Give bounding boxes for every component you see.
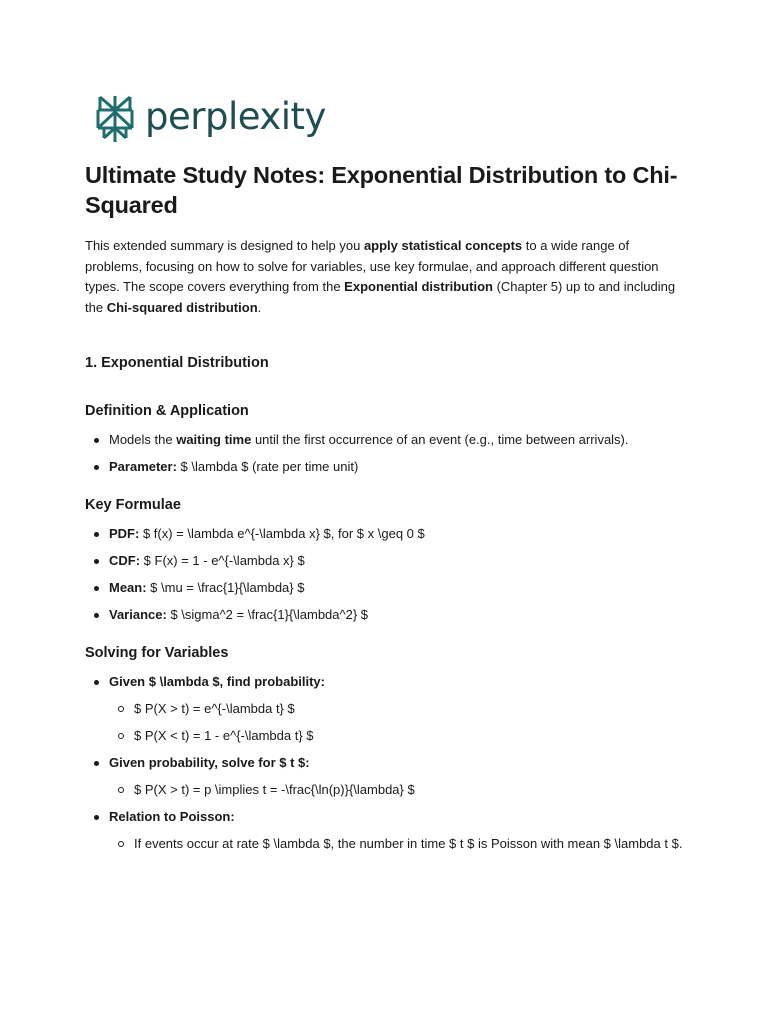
intro-bold: Exponential distribution — [344, 279, 493, 294]
intro-text: to a wide range of problems, focusing on how to solve for variables, use key formulae, and approach different question types. The scope covers everything from the — [85, 238, 659, 294]
brand-logo — [94, 94, 326, 144]
document-body — [85, 160, 685, 862]
item-text: $ \lambda $ (rate per time unit) — [176, 459, 359, 474]
intro-paragraph — [85, 236, 685, 318]
intro-text: This extended summary is designed to help you — [85, 238, 364, 253]
item-bold: Relation to Poisson: — [109, 809, 235, 824]
item-text: $ f(x) = \lambda e^{-\lambda x} $, for $ x \geq 0 $ — [139, 526, 425, 541]
page-title: Ultimate Study Notes: Exponential Distribution to Chi-Squared — [85, 162, 678, 218]
sub-list-item: $ P(X < t) = 1 - e^{-\lambda t} $ — [109, 727, 685, 745]
item-text: $ F(x) = 1 - e^{-\lambda x} $ — [140, 553, 305, 568]
list-item — [85, 606, 685, 624]
sub-list — [109, 700, 685, 745]
subsection-heading-solving: Solving for Variables — [85, 645, 229, 661]
item-bold: Given probability, solve for $ t $: — [109, 755, 310, 770]
item-text: $ \mu = \frac{1}{\lambda} $ — [146, 580, 305, 595]
intro-bold: apply statistical concepts — [363, 238, 523, 253]
sub-list-item: If events occur at rate $ \lambda $, the number in time $ t $ is Poisson with mean $ \lambda t $. — [109, 835, 685, 853]
sub-list-item: $ P(X > t) = e^{-\lambda t} $ — [109, 700, 685, 718]
subsection-heading-formulae: Key Formulae — [85, 497, 181, 513]
item-bold: Mean: — [109, 580, 147, 595]
item-text: Models the — [109, 432, 177, 447]
solving-list — [85, 673, 685, 853]
intro-text: . — [257, 299, 262, 315]
item-bold: Variance: — [109, 607, 167, 622]
item-bold: PDF: — [109, 526, 140, 541]
sub-list-item: $ P(X > t) = p \implies t = -\frac{\ln(p)}{\lambda} $ — [109, 781, 685, 799]
list-item — [85, 552, 685, 570]
brand-name: perplexity — [145, 94, 326, 138]
item-text: $ \sigma^2 = \frac{1}{\lambda^2} $ — [166, 607, 369, 622]
definition-list — [85, 431, 685, 476]
intro-text: (Chapter 5) up to and including the — [85, 279, 676, 315]
item-text: until the first occurrence of an event (e.g., time between arrivals). — [251, 432, 629, 447]
intro-bold: Chi-squared distribution — [106, 299, 258, 315]
list-item — [85, 431, 685, 449]
item-bold: CDF: — [109, 553, 141, 568]
list-item — [85, 458, 685, 476]
item-bold: waiting time — [176, 432, 252, 447]
list-item — [85, 579, 685, 597]
item-bold: Parameter: — [109, 459, 177, 474]
item-bold: Given $ \lambda $, find probability: — [109, 674, 325, 689]
list-item — [85, 808, 685, 853]
sub-list — [109, 781, 685, 799]
list-item — [85, 673, 685, 745]
subsection-heading-definition: Definition & Application — [85, 403, 249, 419]
section-heading: 1. Exponential Distribution — [85, 355, 269, 371]
list-item — [85, 525, 685, 543]
sub-list — [109, 835, 685, 853]
formulae-list — [85, 525, 685, 624]
list-item — [85, 754, 685, 799]
perplexity-logo-icon — [94, 94, 136, 144]
